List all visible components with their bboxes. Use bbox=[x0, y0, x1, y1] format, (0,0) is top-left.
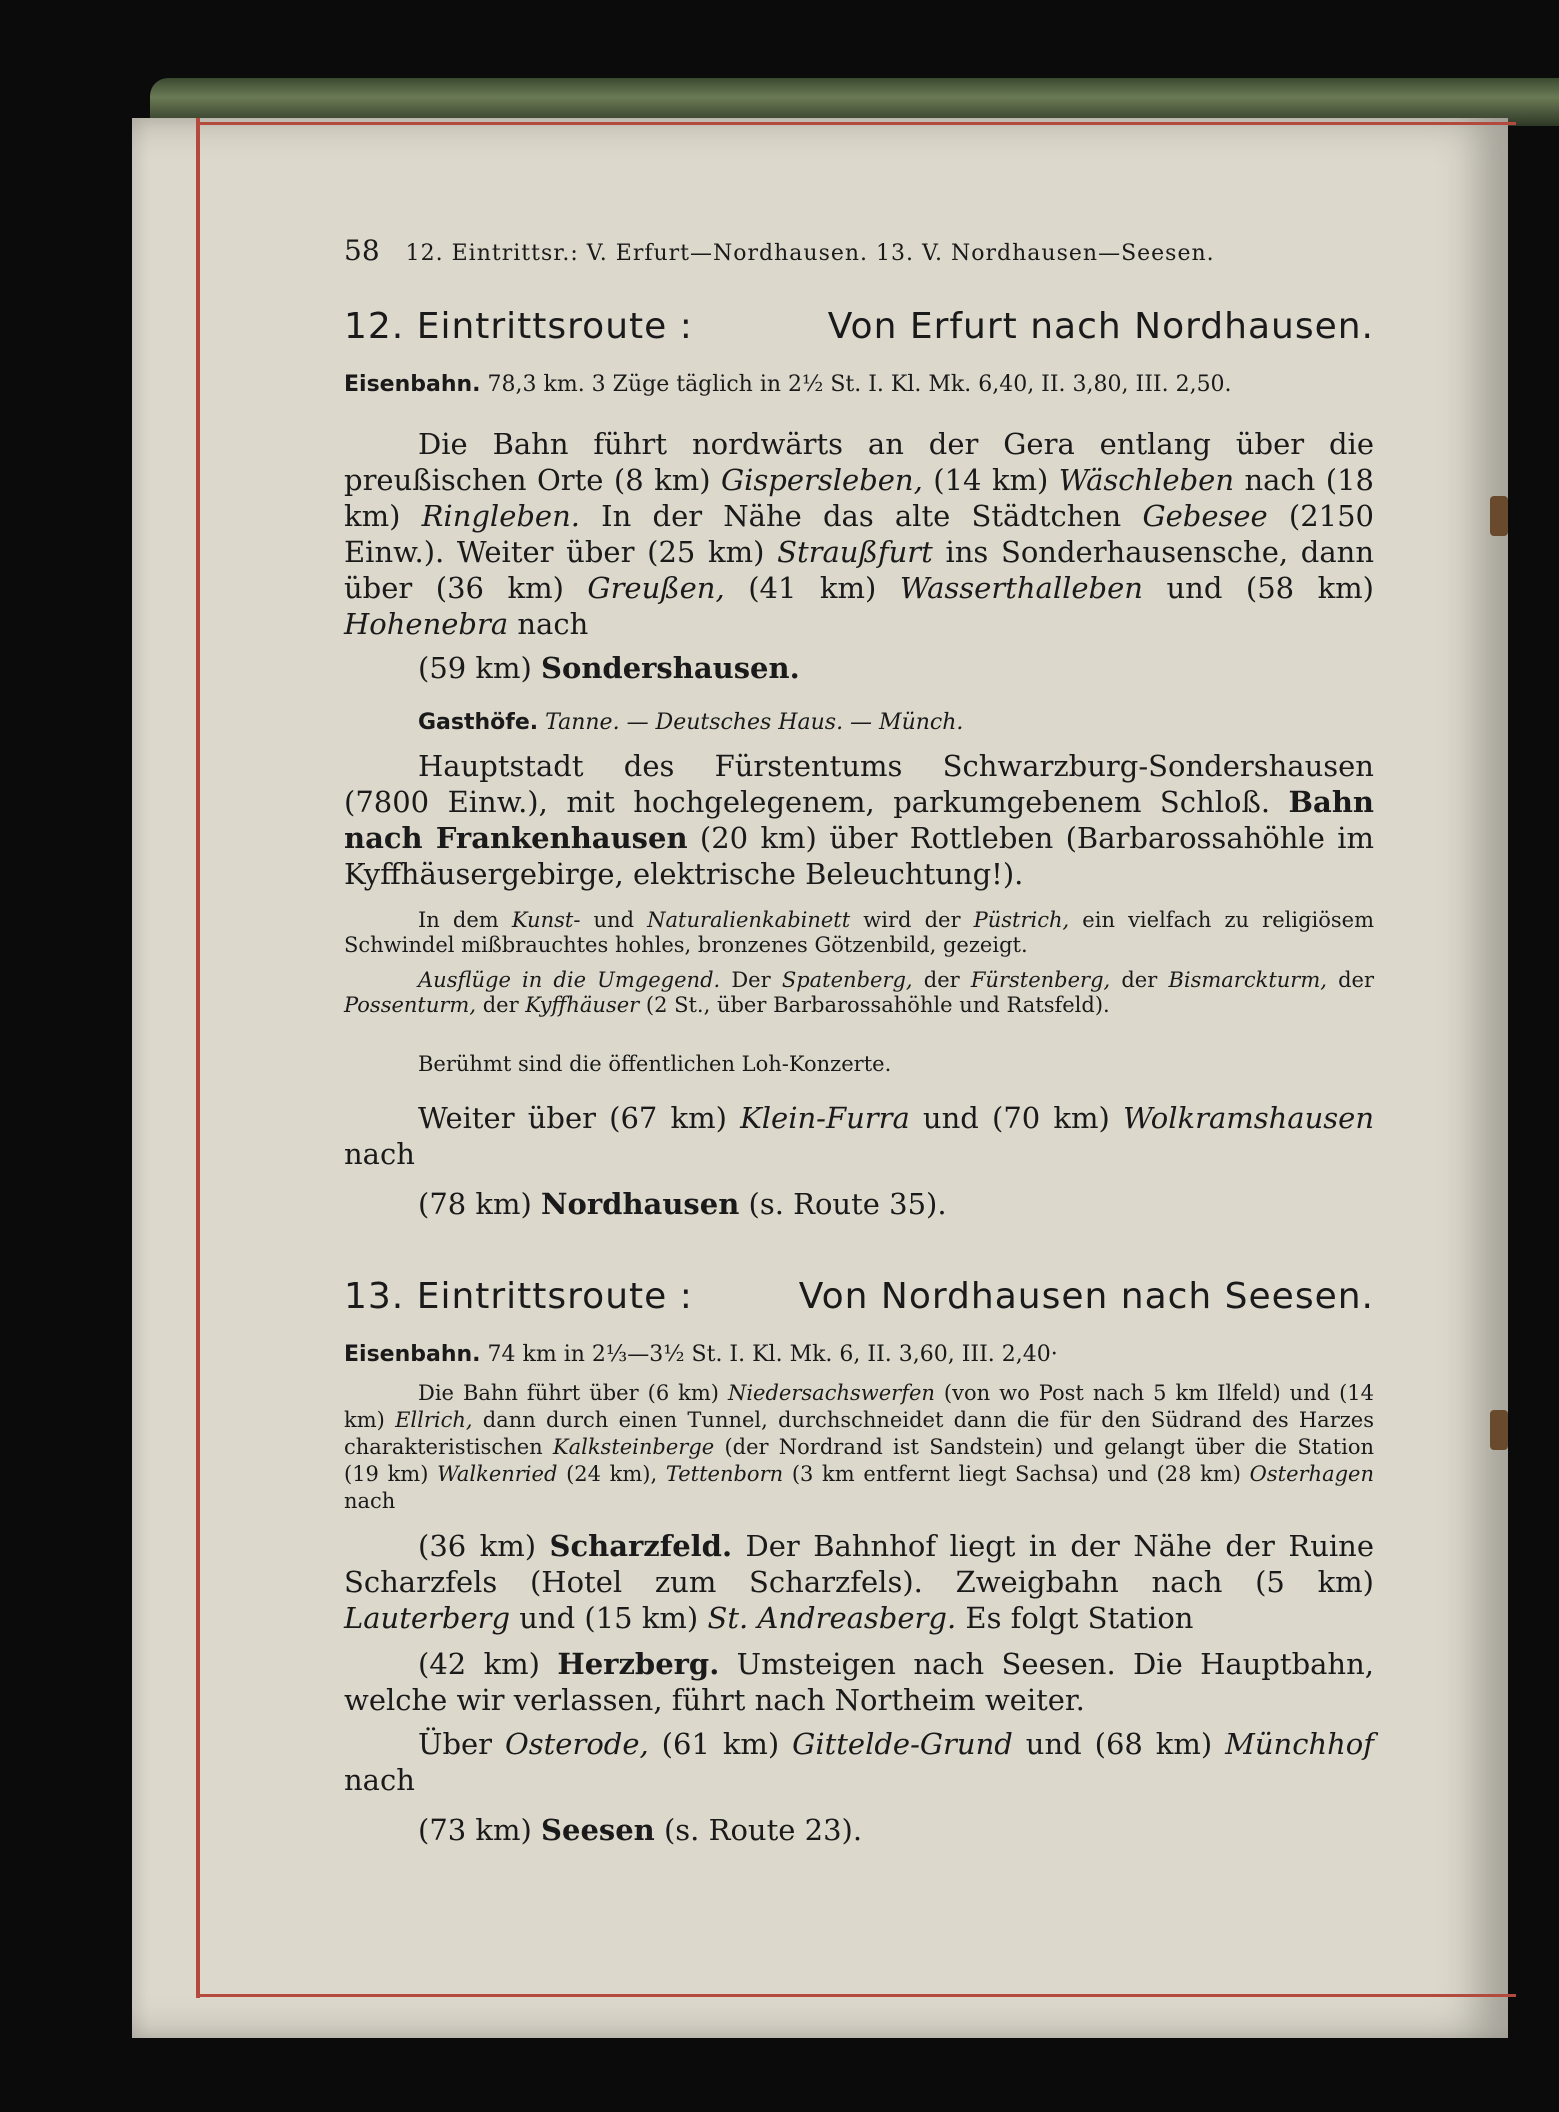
route12-paragraph-4: Weiter über (67 km) Klein-Furra und (70 km) Wolkramshausen nach bbox=[344, 1101, 1374, 1171]
route12-paragraph-3: Hauptstadt des Fürstentums Schwarzburg-Sondershausen (7800 Einw.), mit hochgelegenem, parkumgebenem Schloß. Bahn nach Frankenhausen (20 km) über Rottleben (Barbarossahöhle im Kyffhäusergebirge, elektrische Beleuchtung!). bbox=[344, 749, 1374, 891]
route13-heading-number: 13. Eintrittsroute : bbox=[344, 1276, 693, 1317]
route12-heading bbox=[344, 306, 1374, 347]
page-border-left bbox=[196, 118, 200, 1998]
running-head-text: 12. Eintrittsr.: V. Erfurt—Nordhausen. 13. V. Nordhausen—Seesen. bbox=[405, 241, 1215, 266]
route12-small-2: Ausflüge in die Umgegend. Der Spatenberg, der Fürstenberg, der Bismarckturm, der Possenturm, der Kyffhäuser (2 St., über Barbarossahöhle und Ratsfeld). bbox=[344, 968, 1375, 1017]
route13-heading bbox=[344, 1276, 1374, 1317]
route13-rail-label: Eisenbahn. bbox=[344, 1342, 481, 1367]
page-border-top bbox=[196, 122, 1516, 125]
route12-heading-title: Von Erfurt nach Nordhausen. bbox=[827, 306, 1374, 347]
bookmark-mark bbox=[1490, 1410, 1508, 1450]
running-head bbox=[344, 234, 1374, 267]
page-number: 58 bbox=[344, 234, 380, 267]
route12-paragraph-sondershausen: (59 km) Sondershausen. bbox=[418, 651, 800, 685]
route13-paragraph-seesen: (73 km) Seesen (s. Route 23). bbox=[418, 1813, 863, 1847]
route12-paragraph-nordhausen: (78 km) Nordhausen (s. Route 35). bbox=[418, 1187, 947, 1221]
route13-rail-info: Eisenbahn. 74 km in 2⅓—3½ St. I. Kl. Mk. 6, II. 3,60, III. 2,40· bbox=[344, 1342, 1058, 1367]
route12-small-1: In dem Kunst- und Naturalienkabinett wird der Püstrich, ein vielfach zu religiösem Schwindel mißbrauchtes hohles, bronzenes Götzenbild, gezeigt. bbox=[344, 908, 1374, 957]
route12-paragraph-1: Die Bahn führt nordwärts an der Gera entlang über die preußischen Orte (8 km) Gispersleben, (14 km) Wäschleben nach (18 km) Ringleben. In der Nähe das alte Städtchen Gebesee (2150 Einw.). Weiter über (25 km) Straußfurt ins Sonderhausensche, dann über (36 km) Greußen, (41 km) Wasserthalleben und (58 km) Hohenebra nach bbox=[344, 427, 1375, 641]
route12-rail-label: Eisenbahn. bbox=[344, 372, 481, 397]
route13-paragraph-scharzfeld: (36 km) Scharzfeld. Der Bahnhof liegt in der Nähe der Ruine Scharzfels (Hotel zum Scharzfels). Zweigbahn nach (5 km) Lauterberg und (15 km) St. Andreasberg. Es folgt Station bbox=[344, 1529, 1374, 1635]
route12-heading-number: 12. Eintrittsroute : bbox=[344, 306, 693, 347]
route12-small-3: Berühmt sind die öffentlichen Loh-Konzerte. bbox=[418, 1052, 892, 1076]
route12-rail-info: Eisenbahn. 78,3 km. 3 Züge täglich in 2½ St. I. Kl. Mk. 6,40, II. 3,80, III. 2,50. bbox=[344, 372, 1232, 397]
page-border-bottom bbox=[196, 1994, 1516, 1997]
route13-paragraph-herzberg: (42 km) Herzberg. Umsteigen nach Seesen. Die Hauptbahn, welche wir verlassen, führt nach Northeim weiter. bbox=[344, 1647, 1374, 1717]
route12-gasthoefe: Gasthöfe. Tanne. — Deutsches Haus. — Münch. bbox=[418, 710, 964, 735]
route13-small-1: Die Bahn führt über (6 km) Niedersachswerfen (von wo Post nach 5 km Ilfeld) und (14 km) Ellrich, dann durch einen Tunnel, durchschneidet dann die für den Südrand des Harzes charakteristischen Kalksteinberge (der Nordrand ist Sandstein) und gelangt über die Station (19 km) Walkenried (24 km), Tettenborn (3 km entfernt liegt Sachsa) und (28 km) Osterhagen nach bbox=[344, 1381, 1375, 1513]
bookmark-mark bbox=[1490, 496, 1508, 536]
route13-heading-title: Von Nordhausen nach Seesen. bbox=[798, 1276, 1374, 1317]
route13-paragraph-osterode: Über Osterode, (61 km) Gittelde-Grund und (68 km) Münchhof nach bbox=[344, 1727, 1374, 1797]
